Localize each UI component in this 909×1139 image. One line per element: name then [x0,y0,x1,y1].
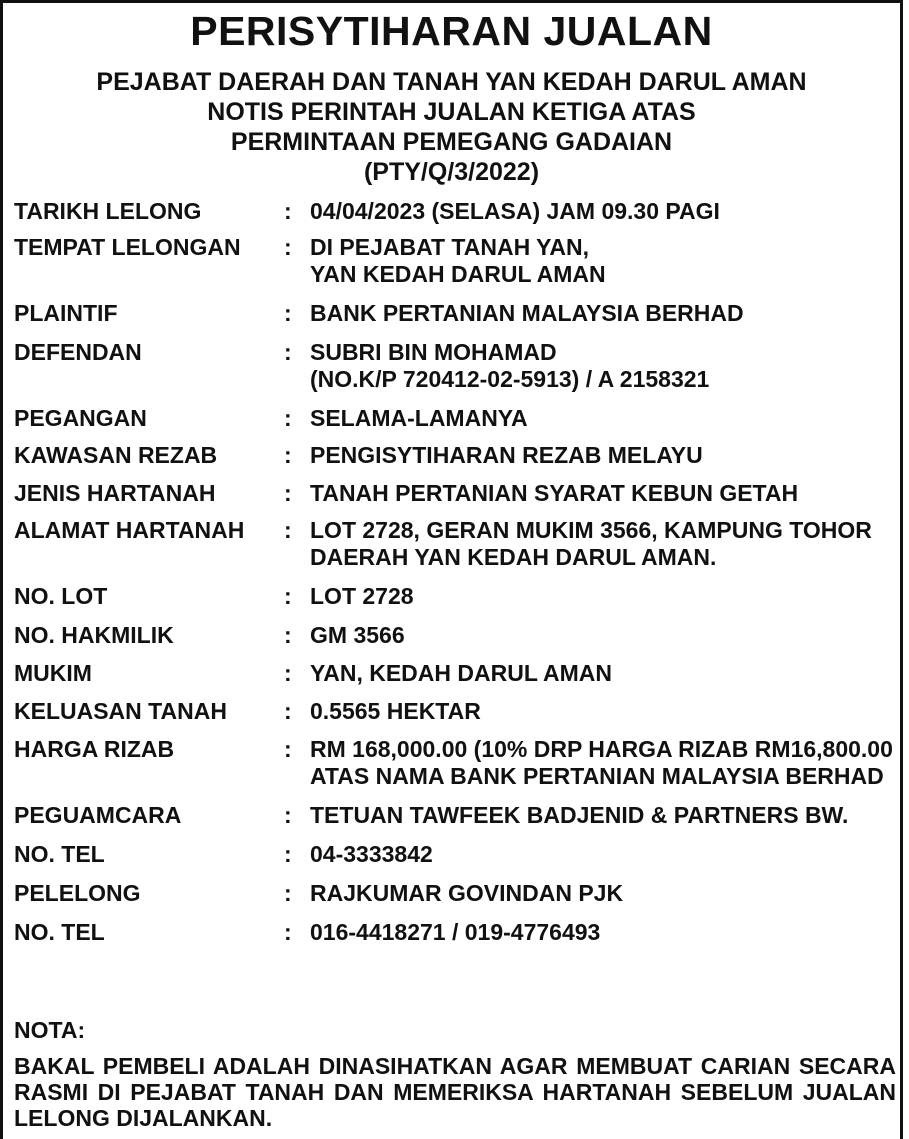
separator: : [284,480,292,506]
detail-value: LOT 2728 [310,583,414,609]
detail-row [14,442,899,469]
detail-row [14,802,899,829]
separator: : [284,880,292,906]
detail-value: TANAH PERTANIAN SYARAT KEBUN GETAH [310,480,799,506]
detail-label: TARIKH LELONG [14,198,202,224]
separator: : [284,517,292,543]
detail-label: TEMPAT LELONGAN [14,234,241,260]
detail-label: HARGA RIZAB [14,736,175,762]
separator: : [284,442,292,468]
detail-label: JENIS HARTANAH [14,480,216,506]
separator: : [284,841,292,867]
separator: : [284,300,292,326]
detail-row [14,622,899,649]
detail-row [14,660,899,687]
detail-label: PELELONG [14,880,141,906]
detail-value: SELAMA-LAMANYA [310,405,528,431]
request-line: PERMINTAAN PEMEGANG GADAIAN [230,128,673,156]
detail-value: YAN, KEDAH DARUL AMAN [310,660,612,686]
detail-label: NO. TEL [14,919,105,945]
office-line: PEJABAT DAERAH DAN TANAH YAN KEDAH DARUL AMAN [96,68,807,96]
detail-value: 016-4418271 / 019-4776493 [310,919,601,945]
detail-row [14,300,899,327]
separator: : [284,339,292,365]
nota-heading: NOTA: [14,1017,86,1043]
detail-value: 04-3333842 [310,841,433,867]
detail-value: GM 3566 [310,622,405,648]
separator: : [284,660,292,686]
detail-value: LOT 2728, GERAN MUKIM 3566, KAMPUNG TOHOR DAERAH YAN KEDAH DARUL AMAN. [310,517,872,570]
separator: : [284,622,292,648]
separator: : [284,802,292,828]
detail-label: MUKIM [14,660,92,686]
detail-label: PEGANGAN [14,405,147,431]
separator: : [284,698,292,724]
detail-label: KELUASAN TANAH [14,698,227,724]
detail-value: 0.5565 HEKTAR [310,698,481,724]
separator: : [284,919,292,945]
detail-label: PEGUAMCARA [14,802,182,828]
detail-row [14,583,899,610]
detail-value: DI PEJABAT TANAH YAN, YAN KEDAH DARUL AMAN [310,234,606,287]
detail-row [14,698,899,725]
detail-row [14,517,899,571]
detail-value: 04/04/2023 (SELASA) JAM 09.30 PAGI [310,198,720,224]
separator: : [284,583,292,609]
detail-label: NO. HAKMILIK [14,622,174,648]
detail-row [14,919,899,946]
detail-row [14,405,899,432]
detail-row [14,880,899,907]
separator: : [284,234,292,260]
detail-row [14,736,899,790]
detail-label: DEFENDAN [14,339,142,365]
detail-row [14,198,899,225]
notice-title: PERISYTIHARAN JUALAN [190,8,713,54]
nota-text: BAKAL PEMBELI ADALAH DINASIHATKAN AGAR MEMBUAT CARIAN SECARA RASMI DI PEJABAT TANAH DAN MEMERIKSA HARTANAH SEBELUM JUALAN LELONG DIJALANKAN. [14,1053,896,1131]
detail-label: PLAINTIF [14,300,118,326]
reference-number: (PTY/Q/3/2022) [363,158,540,186]
detail-row [14,841,899,868]
detail-label: NO. LOT [14,583,108,609]
detail-value: TETUAN TAWFEEK BADJENID & PARTNERS BW. [310,802,849,828]
detail-value: RAJKUMAR GOVINDAN PJK [310,880,624,906]
detail-value: PENGISYTIHARAN REZAB MELAYU [310,442,703,468]
separator: : [284,736,292,762]
detail-label: ALAMAT HARTANAH [14,517,245,543]
detail-label: NO. TEL [14,841,105,867]
detail-row [14,234,899,288]
detail-row [14,339,899,393]
details-list [14,198,899,946]
order-line: NOTIS PERINTAH JUALAN KETIGA ATAS [207,98,696,126]
detail-label: KAWASAN REZAB [14,442,218,468]
detail-row [14,480,899,507]
detail-value: BANK PERTANIAN MALAYSIA BERHAD [310,300,744,326]
detail-value: SUBRI BIN MOHAMAD (NO.K/P 720412-02-5913) / A 2158321 [310,339,710,392]
separator: : [284,198,292,224]
separator: : [284,405,292,431]
detail-value: RM 168,000.00 (10% DRP HARGA RIZAB RM16,800.00 ATAS NAMA BANK PERTANIAN MALAYSIA BERHAD [310,736,893,789]
